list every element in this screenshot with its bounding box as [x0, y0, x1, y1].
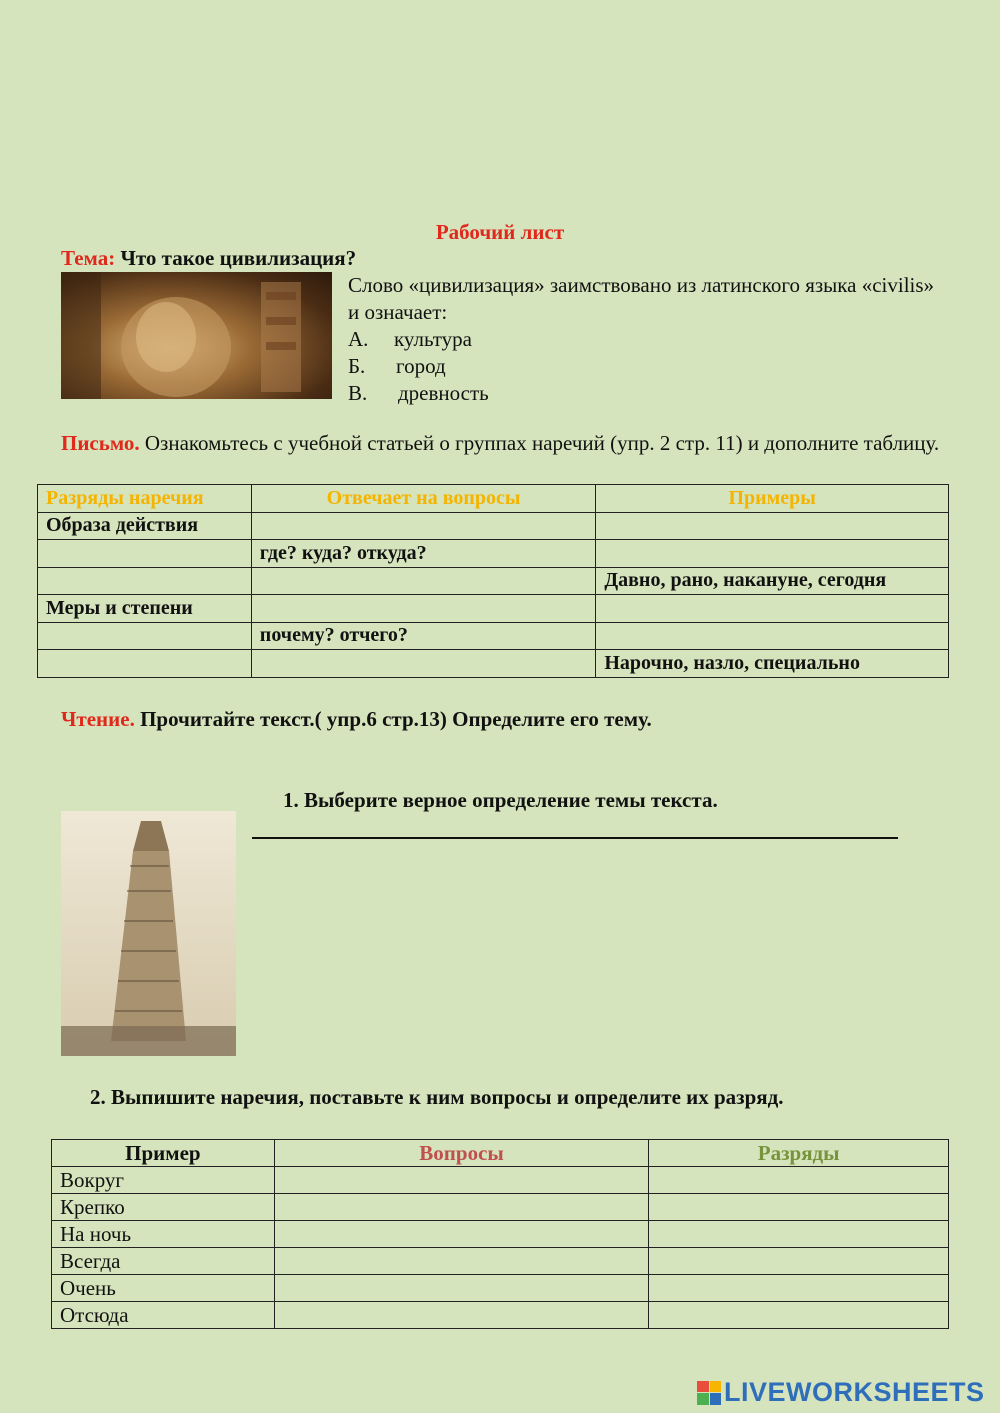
table-cell: Меры и степени [38, 595, 252, 623]
adverb-categories-table [37, 484, 949, 678]
example-cell: Вокруг [52, 1167, 275, 1194]
table-row [52, 1275, 949, 1302]
adverbs-table [51, 1139, 949, 1329]
answer-cell[interactable] [596, 622, 949, 650]
answer-cell[interactable] [251, 650, 596, 678]
answer-cell[interactable] [274, 1221, 649, 1248]
table-cell: Нарочно, назло, специально [596, 650, 949, 678]
answer-cell[interactable] [38, 622, 252, 650]
example-cell: Крепко [52, 1194, 275, 1221]
answer-cell[interactable] [649, 1275, 949, 1302]
writing-label: Письмо. [61, 431, 140, 455]
option-text: культура [394, 327, 472, 351]
answer-cell[interactable] [649, 1302, 949, 1329]
header-example: Пример [52, 1140, 275, 1167]
answer-cell[interactable] [649, 1167, 949, 1194]
answer-cell[interactable] [38, 567, 252, 595]
table-row [38, 650, 949, 678]
answer-cell[interactable] [251, 567, 596, 595]
answer-cell[interactable] [274, 1194, 649, 1221]
option-letter: А. [348, 327, 369, 351]
answer-cell[interactable] [274, 1248, 649, 1275]
table-cell: почему? отчего? [251, 622, 596, 650]
quiz-option-a[interactable] [348, 326, 948, 353]
worksheet-title: Рабочий лист [435, 220, 565, 244]
writing-instruction [61, 430, 941, 457]
topic-line [61, 246, 356, 271]
table-header-row [38, 485, 949, 513]
answer-cell[interactable] [274, 1167, 649, 1194]
writing-text: Ознакомьтесь с учебной статьей о группах наречий (упр. 2 стр. 11) и дополните таблицу. [139, 431, 940, 455]
table-row [38, 567, 949, 595]
example-cell: Очень [52, 1275, 275, 1302]
table-row [52, 1248, 949, 1275]
table-cell: Давно, рано, накануне, сегодня [596, 567, 949, 595]
topic-label: Тема: [61, 246, 116, 270]
table-row [52, 1167, 949, 1194]
table-row [38, 622, 949, 650]
answer-cell[interactable] [649, 1248, 949, 1275]
answer-line-1[interactable] [252, 837, 898, 839]
answer-cell[interactable] [649, 1194, 949, 1221]
answer-cell[interactable] [38, 540, 252, 568]
answer-cell[interactable] [596, 540, 949, 568]
table-header-row [52, 1140, 949, 1167]
answer-cell[interactable] [251, 512, 596, 540]
table-row [38, 595, 949, 623]
answer-cell[interactable] [251, 595, 596, 623]
answer-cell[interactable] [38, 650, 252, 678]
option-letter: Б. [348, 354, 366, 378]
answer-cell[interactable] [274, 1275, 649, 1302]
example-cell: На ночь [52, 1221, 275, 1248]
liveworksheets-logo [697, 1377, 985, 1408]
answer-cell[interactable] [274, 1302, 649, 1329]
option-text: древность [398, 381, 489, 405]
reading-label: Чтение. [61, 707, 135, 731]
task-2: 2. Выпишите наречия, поставьте к ним вопросы и определите их разряд. [90, 1085, 784, 1109]
table-row [52, 1221, 949, 1248]
table-row [52, 1194, 949, 1221]
civilization-image [61, 272, 332, 399]
example-cell: Всегда [52, 1248, 275, 1275]
table-row [38, 512, 949, 540]
answer-cell[interactable] [596, 512, 949, 540]
header-cell: Разряды наречия [38, 485, 252, 513]
reading-text: Прочитайте текст.( упр.6 стр.13) Определите его тему. [134, 707, 652, 731]
logo-icon [697, 1381, 721, 1405]
quiz-question: Слово «цивилизация» заимствовано из латинского языка «civilis» и означает: [348, 273, 935, 324]
topic-text: Что такое цивилизация? [115, 246, 357, 270]
table-cell: Образа действия [38, 512, 252, 540]
table-row [52, 1302, 949, 1329]
quiz-option-b[interactable] [348, 353, 948, 380]
header-categories: Разряды [649, 1140, 949, 1167]
table-row [38, 540, 949, 568]
option-letter: В. [348, 381, 368, 405]
table-cell: где? куда? откуда? [251, 540, 596, 568]
tower-of-babel-image [61, 811, 236, 1056]
answer-cell[interactable] [649, 1221, 949, 1248]
quiz-block [348, 272, 948, 407]
header-cell: Отвечает на вопросы [251, 485, 596, 513]
answer-cell[interactable] [596, 595, 949, 623]
header-questions: Вопросы [274, 1140, 649, 1167]
task-1: 1. Выберите верное определение темы текста. [283, 788, 718, 812]
logo-text: LIVEWORKSHEETS [724, 1377, 985, 1407]
example-cell: Отсюда [52, 1302, 275, 1329]
header-cell: Примеры [596, 485, 949, 513]
option-text: город [396, 354, 446, 378]
reading-instruction [61, 707, 652, 732]
quiz-option-c[interactable] [348, 380, 948, 407]
